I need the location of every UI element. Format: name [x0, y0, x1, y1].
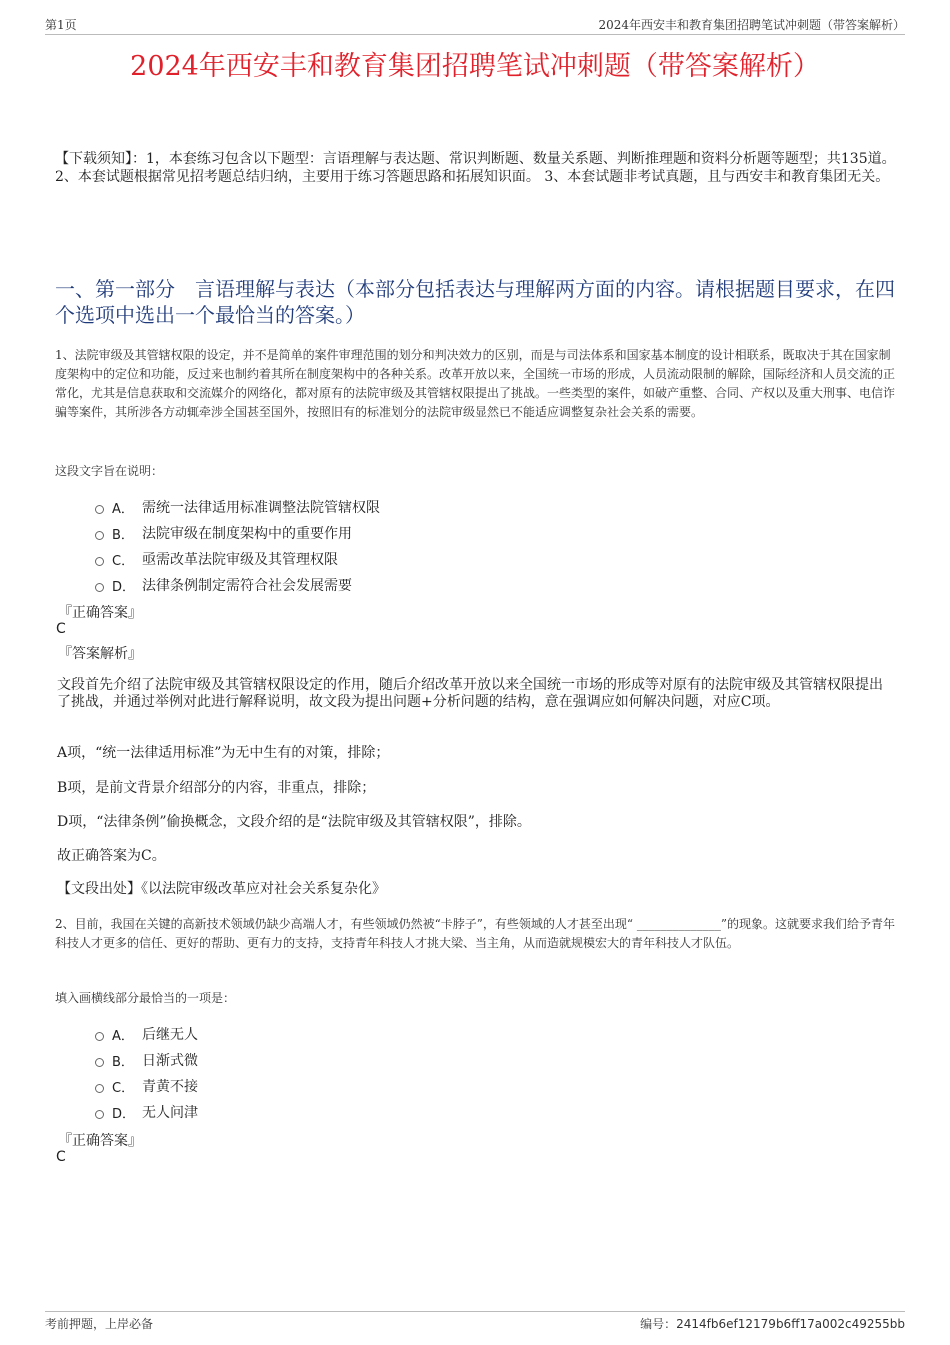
document-title: 2024年西安丰和教育集团招聘笔试冲刺题（带答案解析） [130, 51, 820, 82]
radio-icon[interactable] [95, 1032, 104, 1041]
q2-passage: 2、目前，我国在关键的高新技术领域仍缺少高端人才，有些领域仍然被“卡脖子”，有些领域的人才甚至出现“ ______________”的现象。这就要求我们给予青年科技人才更多的信任、更好的帮助、更有力的支持，支持青年科技人才挑大梁、当主角，从而造就规模宏大的青年科技人才队伍。 [55, 917, 895, 950]
q1-source: 【文段出处】《以法院审级改革应对社会关系复杂化》 [57, 881, 386, 897]
q1-analysis-conclusion: 故正确答案为C。 [57, 848, 166, 864]
page-header [45, 14, 905, 35]
q2-option-c[interactable]: C． 青黄不接 [95, 1073, 198, 1099]
radio-icon[interactable] [95, 1084, 104, 1093]
radio-icon[interactable] [95, 583, 104, 592]
q1-answer-label: 『正确答案』 [58, 605, 142, 621]
q2-answer-label: 『正确答案』 [58, 1133, 142, 1149]
radio-icon[interactable] [95, 1110, 104, 1119]
footer-id-code: 2414fb6ef12179b6ff17a002c49255bb [676, 1317, 905, 1331]
page-footer [45, 1311, 905, 1334]
q1-analysis-label: 『答案解析』 [58, 646, 142, 662]
q1-passage: 1、法院审级及其管辖权限的设定，并不是简单的案件审理范围的划分和判决效力的区别，而是与司法体系和国家基本制度的设计相联系，既取决于其在国家制度架构中的定位和功能，反过来也制约着其所在制度架构中的各种关系。改革开放以来，全国统一市场的形成，人员流动限制的解除，国际经济和人员交流的正常化，尤其是信息获取和交流媒介的网络化，都对原有的法院审级及其管辖权限提出了挑战。一些类型的案件，如破产重整、合同、产权以及重大刑事、电信诈骗等案件，其所涉各方动辄牵涉全国甚至国外，按照旧有的标准划分的法院审级显然已不能适应调整复杂社会关系的需要。 [55, 348, 896, 419]
q2-option-b[interactable]: B． 日渐式微 [95, 1047, 198, 1073]
section-heading: 一、第一部分 言语理解与表达（本部分包括表达与理解两方面的内容。请根据题目要求，在四个选项中选出一个最恰当的答案。） [55, 277, 895, 327]
radio-icon[interactable] [95, 505, 104, 514]
q1-analysis-b: B项，是前文背景介绍部分的内容，非重点，排除； [57, 780, 376, 796]
q1-option-c[interactable]: C． 亟需改革法院审级及其管理权限 [95, 546, 380, 572]
footer-id-label: 编号： [640, 1317, 677, 1331]
q1-options [95, 494, 380, 598]
q1-analysis-d: D项，“法律条例”偷换概念，文段介绍的是“法院审级及其管辖权限”，排除。 [57, 814, 531, 830]
radio-icon[interactable] [95, 1058, 104, 1067]
q2-option-d[interactable]: D． 无人问津 [95, 1099, 198, 1125]
q1-analysis-a: A项，“统一法律适用标准”为无中生有的对策，排除； [57, 745, 390, 761]
q2-prompt: 填入画横线部分最恰当的一项是： [55, 991, 236, 1005]
radio-icon[interactable] [95, 557, 104, 566]
q1-option-b[interactable]: B． 法院审级在制度架构中的重要作用 [95, 520, 380, 546]
q2-answer: C [56, 1149, 66, 1165]
q1-answer: C [56, 621, 66, 637]
download-notice: 【下载须知】：1，本套练习包含以下题型：言语理解与表达题、常识判断题、数量关系题、判断推理题和资料分析题等题型；共135道。 2、本套试题根据常见招考题总结归纳，主要用于练习答题思路和拓展知识面。 3、本套试题非考试真题，且与西安丰和教育集团无关。 [55, 151, 896, 185]
q1-option-a[interactable]: A． 需统一法律适用标准调整法院管辖权限 [95, 494, 380, 520]
q1-prompt: 这段文字旨在说明： [55, 464, 164, 478]
page-number: 第1页 [45, 18, 77, 32]
header-doc-title: 2024年西安丰和教育集团招聘笔试冲刺题（带答案解析） [598, 18, 905, 32]
radio-icon[interactable] [95, 531, 104, 540]
q1-analysis-summary: 文段首先介绍了法院审级及其管辖权限设定的作用，随后介绍改革开放以来全国统一市场的形成等对原有的法院审级及其管辖权限提出了挑战，并通过举例对此进行解释说明，故文段为提出问题+分析问题的结构，意在强调应如何解决问题，对应C项。 [57, 677, 883, 710]
footer-id [640, 1315, 905, 1332]
q2-option-a[interactable]: A． 后继无人 [95, 1021, 198, 1047]
footer-slogan: 考前押题，上岸必备 [45, 1317, 154, 1331]
q2-options [95, 1021, 198, 1125]
q1-option-d[interactable]: D． 法律条例制定需符合社会发展需要 [95, 572, 380, 598]
